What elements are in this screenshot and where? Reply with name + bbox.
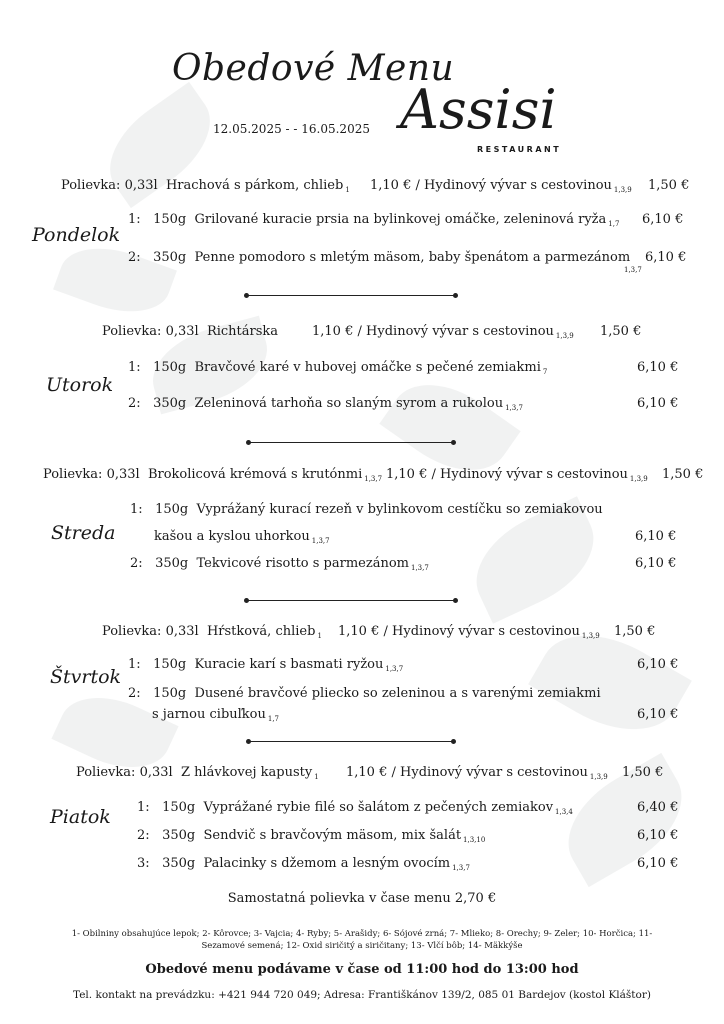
price-tuesday-1: 6,10 € [637, 360, 679, 375]
menu-item-wednesday-1: 1: 150g Vyprážaný kurací rezeň v bylinkovom cestíčku so zemiakovou [130, 502, 603, 517]
section-divider [248, 741, 454, 742]
day-label-thursday: Štvrtok [50, 666, 122, 688]
soup-alt-price-thursday: 1,50 € [614, 624, 656, 639]
menu-item-tuesday-2: 2: 350g Zeleninová tarhoňa so slaným syrom a rukolou $_{1,3,7}$ [128, 396, 523, 412]
soup-price-monday: 1,10 € / Hydinový vývar s cestovinou $_{1,3,9}$ [370, 178, 632, 194]
soup-alt-price-tuesday: 1,50 € [600, 324, 642, 339]
brand-logo: Assisi [400, 78, 557, 141]
soup-line-tuesday: Polievka: 0,33l Richtárska [102, 324, 279, 339]
day-label-tuesday: Utorok [46, 374, 114, 396]
soup-alt-price-friday: 1,50 € [622, 765, 664, 780]
menu-item-thursday-2: 2: 150g Dusené bravčové pliecko so zeleninou a s varenými zemiakmi [128, 686, 601, 701]
section-divider [246, 600, 456, 601]
soup-line-wednesday: Polievka: 0,33l Brokolicová krémová s krutónmi $_{1,3,7}$ [43, 467, 383, 483]
soup-alt-price-monday: 1,50 € [648, 178, 690, 193]
menu-item-monday-1: 1: 150g Grilované kuracie prsia na bylinkovej omáčke, zeleninová ryža $_{1,7}$ [128, 212, 620, 228]
menu-item-thursday-2-line2: s jarnou cibuľkou $_{1,7}$ [152, 707, 280, 723]
section-divider [248, 442, 454, 443]
menu-item-tuesday-1: 1: 150g Bravčové karé v hubovej omáčke s pečené zemiakmi $_7$ [128, 360, 548, 376]
menu-item-friday-2: 2: 350g Sendvič s bravčovým mäsom, mix šalát $_{1,3,10}$ [137, 828, 486, 844]
soup-price-friday: 1,10 € / Hydinový vývar s cestovinou $_{1,3,9}$ [346, 765, 608, 781]
soup-price-thursday: 1,10 € / Hydinový vývar s cestovinou $_{1,3,9}$ [338, 624, 600, 640]
price-friday-2: 6,10 € [637, 828, 679, 843]
soup-alt-price-wednesday: 1,50 € [662, 467, 704, 482]
section-divider [246, 295, 456, 296]
standalone-soup-note: Samostatná polievka v čase menu 2,70 € [227, 891, 497, 906]
background-leaf [53, 233, 177, 327]
price-monday-1: 6,10 € [642, 212, 684, 227]
price-tuesday-2: 6,10 € [637, 396, 679, 411]
brand-subtitle: RESTAURANT [477, 145, 562, 154]
soup-line-thursday: Polievka: 0,33l Hŕstková, chlieb $_1$ [102, 624, 322, 640]
price-thursday-1: 6,10 € [637, 657, 679, 672]
menu-item-wednesday-1-line2: kašou a kyslou uhorkou $_{1,3,7}$ [154, 529, 330, 545]
allergen-legend-line2: Sezamové semená; 12- Oxid siričitý a siričitany; 13- Vlčí bôb; 14- Mäkkýše [201, 941, 523, 951]
allergen-legend-line1: 1- Obilniny obsahujúce lepok; 2- Kôrovce; 3- Vajcia; 4- Ryby; 5- Arašidy; 6- Sójové zrná; 7- Mlieko; 8- Orechy; 9- Zeler; 10- Horčica; 11- [71, 929, 653, 939]
soup-price-wednesday: 1,10 € / Hydinový vývar s cestovinou $_{1,3,9}$ [386, 467, 648, 483]
price-wednesday-1: 6,10 € [635, 529, 677, 544]
serving-time: Obedové menu podávame v čase od 11:00 hod do 13:00 hod [145, 962, 579, 977]
menu-item-wednesday-2: 2: 350g Tekvicové risotto s parmezánom $_{1,3,7}$ [130, 556, 429, 572]
day-label-friday: Piatok [50, 806, 111, 828]
price-thursday-2: 6,10 € [637, 707, 679, 722]
day-label-monday: Pondelok [32, 224, 121, 246]
price-friday-1: 6,40 € [637, 800, 679, 815]
soup-price-tuesday: 1,10 € / Hydinový vývar s cestovinou $_{1,3,9}$ [312, 324, 574, 340]
menu-item-thursday-1: 1: 150g Kuracie karí s basmati ryžou $_{1,3,7}$ [128, 657, 404, 673]
contact-info: Tel. kontakt na prevádzku: +421 944 720 049; Adresa: Františkánov 139/2, 085 01 Bardejov (kostol Kláštor) [73, 989, 651, 1001]
menu-title: Obedové Menu [172, 48, 455, 89]
day-label-wednesday: Streda [51, 522, 116, 544]
allergens-monday-2: 1,3,7 [624, 266, 642, 274]
price-monday-2: 6,10 € [645, 250, 687, 265]
price-friday-3: 6,10 € [637, 856, 679, 871]
menu-item-monday-2: 2: 350g Penne pomodoro s mletým mäsom, baby špenátom a parmezánom [128, 250, 631, 265]
menu-item-friday-1: 1: 150g Vyprážané rybie filé so šalátom z pečených zemiakov $_{1,3,4}$ [137, 800, 573, 816]
date-range: 12.05.2025 - - 16.05.2025 [213, 122, 370, 136]
soup-line-monday: Polievka: 0,33l Hrachová s párkom, chlieb $_1$ [61, 178, 350, 194]
menu-item-friday-3: 3: 350g Palacinky s džemom a lesným ovocím $_{1,3,7}$ [137, 856, 470, 872]
allergen-legend [0, 928, 724, 952]
soup-line-friday: Polievka: 0,33l Z hlávkovej kapusty $_1$ [76, 765, 319, 781]
price-wednesday-2: 6,10 € [635, 556, 677, 571]
